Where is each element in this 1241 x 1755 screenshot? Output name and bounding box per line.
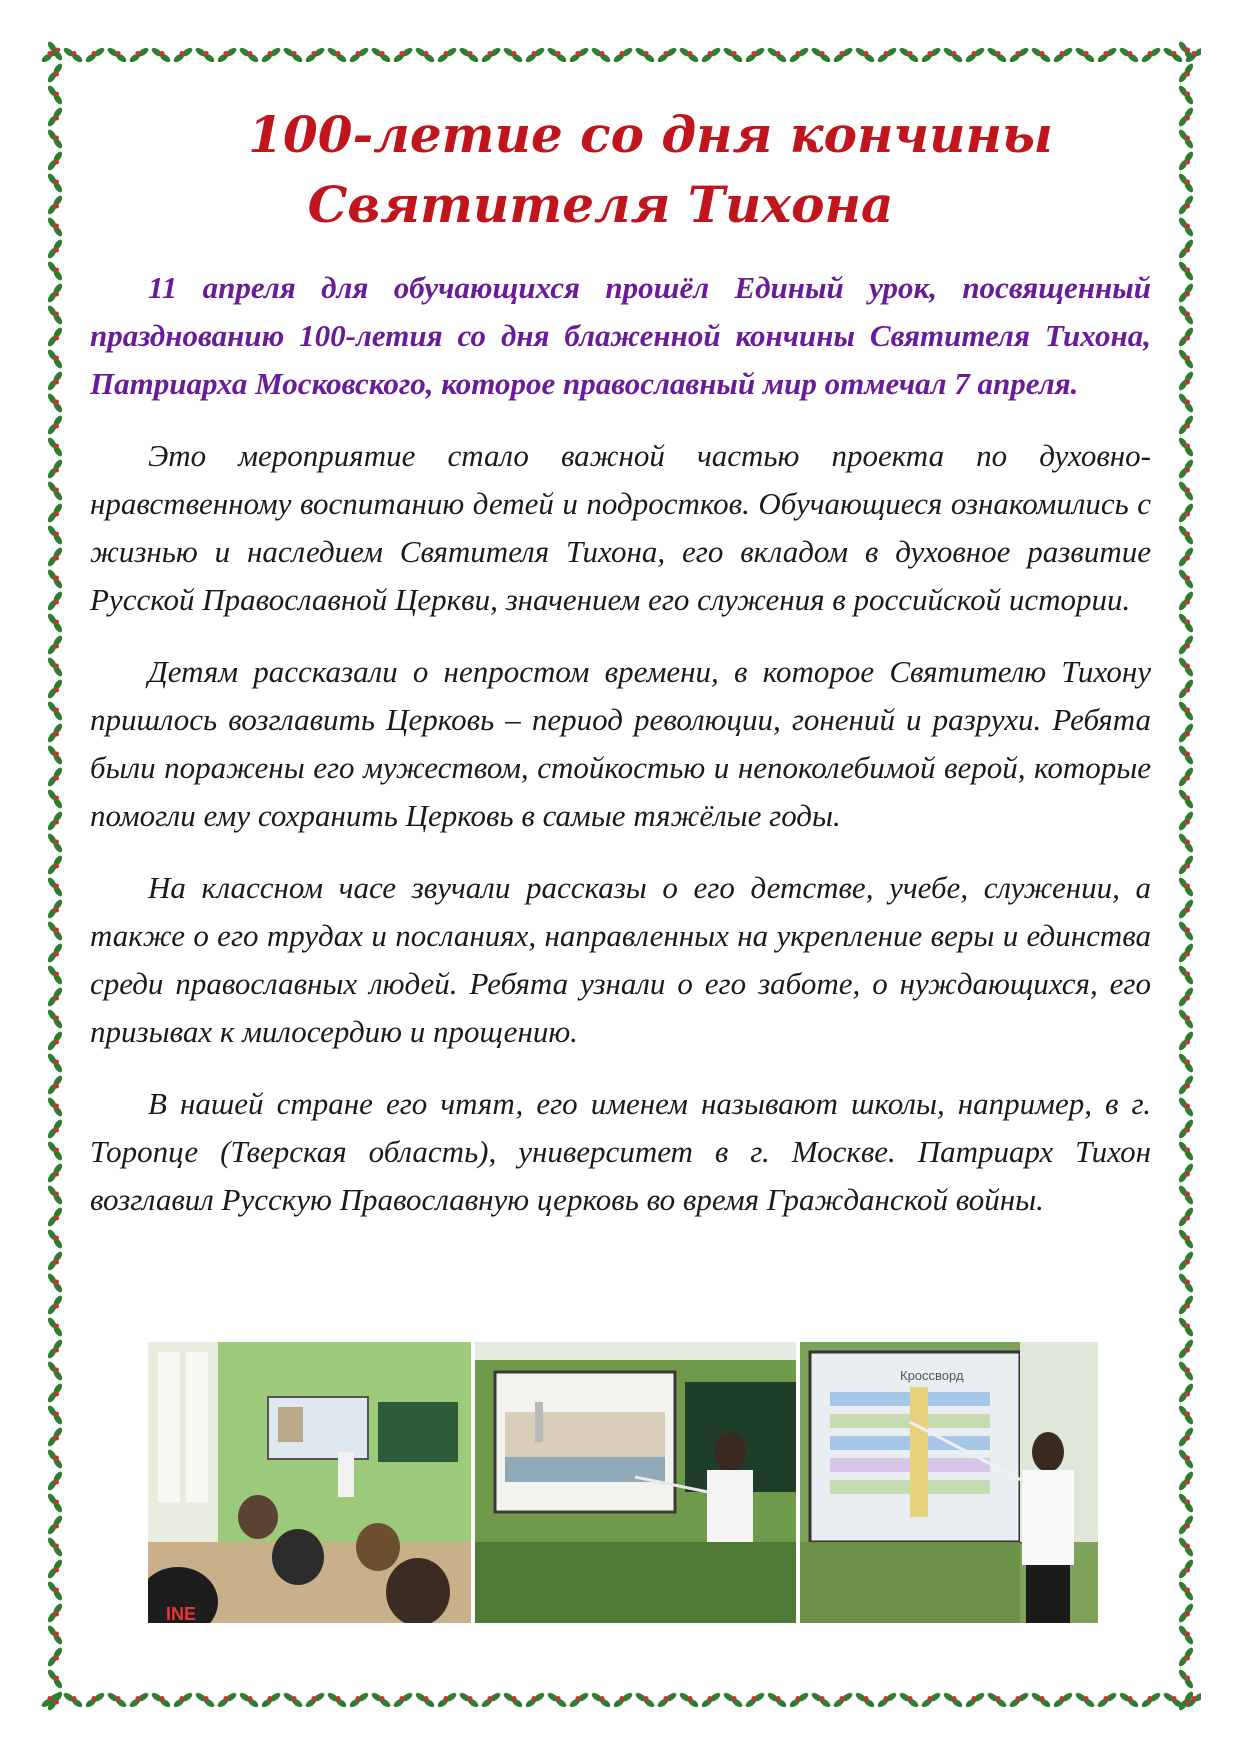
holly-sprig-icon [1177, 238, 1196, 260]
holly-sprig-icon [611, 1690, 633, 1709]
holly-sprig-icon [238, 45, 260, 64]
holly-sprig-icon [194, 1690, 216, 1709]
holly-sprig-icon [1177, 1338, 1196, 1360]
holly-sprig-icon [1177, 1315, 1196, 1337]
holly-sprig-icon [1177, 1426, 1196, 1448]
holly-sprig-icon [1177, 546, 1196, 568]
holly-sprig-icon [1177, 259, 1196, 281]
holly-sprig-icon [46, 1074, 65, 1096]
holly-sprig-icon [347, 45, 369, 64]
holly-sprig-icon [46, 282, 65, 304]
holly-sprig-icon [523, 1690, 545, 1709]
holly-sprig-icon [46, 986, 65, 1008]
holly-sprig-icon [1118, 45, 1140, 64]
holly-sprig-icon [46, 502, 65, 524]
holly-sprig-icon [1177, 1623, 1196, 1645]
holly-sprig-icon [1177, 1118, 1196, 1140]
holly-sprig-icon [1177, 370, 1196, 392]
holly-sprig-icon [238, 1690, 260, 1709]
holly-sprig-icon [46, 699, 65, 721]
holly-sprig-icon [1177, 919, 1196, 941]
holly-sprig-icon [46, 62, 65, 84]
holly-sprig-icon [1177, 502, 1196, 524]
holly-sprig-icon [1177, 678, 1196, 700]
holly-sprig-icon [1051, 45, 1073, 64]
holly-sprig-icon [435, 1690, 457, 1709]
holly-sprig-icon [46, 106, 65, 128]
holly-sprig-icon [370, 1690, 392, 1709]
holly-sprig-icon [1177, 1447, 1196, 1469]
holly-border-right [1171, 40, 1201, 1715]
holly-sprig-icon [46, 1447, 65, 1469]
holly-sprig-icon [150, 1690, 172, 1709]
classroom-photo-2 [475, 1342, 796, 1623]
holly-sprig-icon [1177, 194, 1196, 216]
holly-sprig-icon [831, 1690, 853, 1709]
holly-sprig-icon [1177, 1602, 1196, 1624]
holly-sprig-icon [46, 458, 65, 480]
holly-sprig-icon [347, 1690, 369, 1709]
holly-sprig-icon [546, 45, 568, 64]
holly-sprig-icon [46, 83, 65, 105]
holly-sprig-icon [326, 1690, 348, 1709]
holly-sprig-icon [766, 45, 788, 64]
holly-sprig-icon [391, 45, 413, 64]
holly-sprig-icon [46, 546, 65, 568]
holly-sprig-icon [1177, 1007, 1196, 1029]
holly-sprig-icon [83, 45, 105, 64]
paragraph-3: На классном часе звучали рассказы о его детстве, учебе, служении, а также о его трудах и посланиях, направленных на укрепление веры и единства среди православных людей. Ребята узнали о его заботе, о нуждающихся, его призывах к милосердию и прощению. [90, 870, 1151, 1049]
holly-sprig-icon [1177, 215, 1196, 237]
holly-sprig-icon [46, 1535, 65, 1557]
holly-sprig-icon [46, 590, 65, 612]
holly-sprig-icon [46, 1514, 65, 1536]
holly-sprig-icon [1177, 282, 1196, 304]
holly-sprig-icon [1177, 766, 1196, 788]
holly-sprig-icon [787, 45, 809, 64]
holly-sprig-icon [1177, 523, 1196, 545]
holly-sprig-icon [46, 655, 65, 677]
holly-sprig-icon [414, 45, 436, 64]
holly-sprig-icon [1177, 62, 1196, 84]
holly-sprig-icon [1177, 1514, 1196, 1536]
holly-sprig-icon [46, 810, 65, 832]
holly-sprig-icon [743, 45, 765, 64]
holly-sprig-icon [46, 1139, 65, 1161]
holly-sprig-icon [46, 1403, 65, 1425]
holly-sprig-icon [46, 40, 65, 62]
holly-sprig-icon [46, 1382, 65, 1404]
holly-sprig-icon [1177, 150, 1196, 172]
holly-sprig-icon [46, 347, 65, 369]
holly-sprig-icon [46, 414, 65, 436]
holly-sprig-icon [567, 45, 589, 64]
holly-sprig-icon [127, 1690, 149, 1709]
holly-sprig-icon [46, 1095, 65, 1117]
holly-sprig-icon [46, 435, 65, 457]
holly-sprig-icon [743, 1690, 765, 1709]
holly-sprig-icon [722, 1690, 744, 1709]
holly-sprig-icon [810, 45, 832, 64]
holly-sprig-icon [282, 45, 304, 64]
holly-sprig-icon [1030, 1690, 1052, 1709]
holly-sprig-icon [1139, 1690, 1161, 1709]
holly-sprig-icon [678, 45, 700, 64]
holly-sprig-icon [259, 1690, 281, 1709]
holly-sprig-icon [458, 45, 480, 64]
holly-sprig-icon [1051, 1690, 1073, 1709]
holly-sprig-icon [1095, 1690, 1117, 1709]
holly-sprig-icon [1177, 1535, 1196, 1557]
holly-sprig-icon [1177, 810, 1196, 832]
page-title [90, 100, 1151, 240]
holly-sprig-icon [1177, 942, 1196, 964]
holly-sprig-icon [1177, 1294, 1196, 1316]
holly-sprig-icon [46, 634, 65, 656]
holly-sprig-icon [898, 45, 920, 64]
holly-sprig-icon [1177, 1162, 1196, 1184]
holly-sprig-icon [502, 45, 524, 64]
holly-sprig-icon [1177, 1095, 1196, 1117]
holly-sprig-icon [46, 391, 65, 413]
holly-sprig-icon [46, 259, 65, 281]
holly-border-bottom [40, 1685, 1201, 1715]
holly-sprig-icon [46, 1579, 65, 1601]
holly-sprig-icon [458, 1690, 480, 1709]
holly-sprig-icon [1177, 1271, 1196, 1293]
holly-sprig-icon [370, 45, 392, 64]
title-line-2: Святителя Тихона [307, 175, 894, 234]
holly-sprig-icon [1007, 1690, 1029, 1709]
holly-sprig-icon [46, 1227, 65, 1249]
holly-sprig-icon [127, 45, 149, 64]
holly-sprig-icon [46, 1030, 65, 1052]
holly-sprig-icon [46, 1623, 65, 1645]
holly-sprig-icon [1177, 1470, 1196, 1492]
holly-sprig-icon [1177, 347, 1196, 369]
holly-sprig-icon [1177, 1359, 1196, 1381]
paragraph-4: В нашей стране его чтят, его именем называют школы, например, в г. Торопце (Тверская область), университет в г. Москве. Патриарх Тихон возглавил Русскую Православную церковь во время Гражданской войны. [90, 1086, 1151, 1217]
holly-sprig-icon [46, 1690, 65, 1712]
holly-sprig-icon [1030, 45, 1052, 64]
holly-sprig-icon [46, 766, 65, 788]
holly-sprig-icon [1177, 106, 1196, 128]
holly-sprig-icon [46, 1118, 65, 1140]
holly-sprig-icon [46, 1602, 65, 1624]
holly-sprig-icon [942, 1690, 964, 1709]
holly-sprig-icon [1177, 458, 1196, 480]
holly-sprig-icon [303, 45, 325, 64]
photo-collage [148, 1342, 1098, 1623]
holly-sprig-icon [171, 1690, 193, 1709]
holly-sprig-icon [46, 479, 65, 501]
holly-sprig-icon [590, 45, 612, 64]
holly-sprig-icon [1139, 45, 1161, 64]
holly-sprig-icon [479, 1690, 501, 1709]
holly-sprig-icon [634, 1690, 656, 1709]
holly-sprig-icon [46, 523, 65, 545]
classroom-photo-1 [148, 1342, 471, 1623]
classroom-photo-3 [800, 1342, 1098, 1623]
holly-sprig-icon [963, 1690, 985, 1709]
holly-sprig-icon [46, 567, 65, 589]
holly-sprig-icon [46, 1315, 65, 1337]
holly-sprig-icon [46, 1558, 65, 1580]
holly-sprig-icon [282, 1690, 304, 1709]
holly-sprig-icon [1177, 1667, 1196, 1689]
holly-sprig-icon [1177, 127, 1196, 149]
holly-sprig-icon [46, 1162, 65, 1184]
holly-sprig-icon [875, 45, 897, 64]
holly-border-top [40, 40, 1201, 70]
holly-sprig-icon [46, 1646, 65, 1668]
holly-sprig-icon [678, 1690, 700, 1709]
holly-sprig-icon [502, 1690, 524, 1709]
holly-sprig-icon [46, 150, 65, 172]
holly-sprig-icon [46, 1426, 65, 1448]
holly-sprig-icon [1177, 40, 1196, 62]
holly-sprig-icon [1177, 1491, 1196, 1513]
holly-sprig-icon [1177, 1579, 1196, 1601]
holly-sprig-icon [46, 171, 65, 193]
holly-sprig-icon [1177, 611, 1196, 633]
holly-sprig-icon [567, 1690, 589, 1709]
svg-text:INE: INE [166, 1604, 197, 1623]
holly-sprig-icon [391, 1690, 413, 1709]
holly-sprig-icon [1177, 854, 1196, 876]
holly-sprig-icon [1177, 898, 1196, 920]
holly-sprig-icon [1177, 655, 1196, 677]
holly-sprig-icon [106, 45, 128, 64]
holly-sprig-icon [787, 1690, 809, 1709]
document-body [90, 100, 1151, 1224]
holly-sprig-icon [1177, 171, 1196, 193]
holly-sprig-icon [303, 1690, 325, 1709]
holly-sprig-icon [766, 1690, 788, 1709]
holly-sprig-icon [171, 45, 193, 64]
holly-sprig-icon [215, 1690, 237, 1709]
holly-sprig-icon [46, 678, 65, 700]
holly-sprig-icon [1177, 391, 1196, 413]
holly-sprig-icon [1177, 326, 1196, 348]
holly-sprig-icon [655, 45, 677, 64]
holly-sprig-icon [1177, 634, 1196, 656]
holly-sprig-icon [46, 787, 65, 809]
lead-paragraph: 11 апреля для обучающихся прошёл Единый урок, посвященный празднованию 100-летия со дня блаженной кончины Святителя Тихона, Патриарха Московского, которое православный мир отмечал 7 апреля. [90, 270, 1151, 401]
holly-sprig-icon [1177, 743, 1196, 765]
holly-sprig-icon [1177, 1227, 1196, 1249]
holly-sprig-icon [1177, 435, 1196, 457]
holly-sprig-icon [46, 326, 65, 348]
holly-sprig-icon [150, 45, 172, 64]
holly-sprig-icon [1118, 1690, 1140, 1709]
holly-sprig-icon [46, 370, 65, 392]
holly-sprig-icon [942, 45, 964, 64]
holly-sprig-icon [46, 942, 65, 964]
holly-sprig-icon [523, 45, 545, 64]
holly-sprig-icon [831, 45, 853, 64]
holly-sprig-icon [1007, 45, 1029, 64]
holly-sprig-icon [46, 194, 65, 216]
holly-sprig-icon [46, 611, 65, 633]
holly-sprig-icon [1177, 787, 1196, 809]
holly-sprig-icon [919, 1690, 941, 1709]
holly-sprig-icon [46, 1271, 65, 1293]
paragraph-1: Это мероприятие стало важной частью проекта по духовно-нравственному воспитанию детей и подростков. Обучающиеся ознакомились с жизнью и наследием Святителя Тихона, его вкладом в духовное развитие Русской Православной Церкви, значением его служения в российской истории. [90, 438, 1151, 617]
holly-sprig-icon [1177, 875, 1196, 897]
holly-sprig-icon [479, 45, 501, 64]
holly-sprig-icon [46, 1470, 65, 1492]
holly-sprig-icon [854, 45, 876, 64]
holly-sprig-icon [1177, 1139, 1196, 1161]
holly-sprig-icon [46, 743, 65, 765]
holly-sprig-icon [986, 1690, 1008, 1709]
holly-sprig-icon [1177, 831, 1196, 853]
holly-sprig-icon [611, 45, 633, 64]
holly-sprig-icon [46, 963, 65, 985]
holly-sprig-icon [919, 45, 941, 64]
holly-sprig-icon [1177, 1030, 1196, 1052]
holly-sprig-icon [106, 1690, 128, 1709]
holly-sprig-icon [1177, 1051, 1196, 1073]
holly-sprig-icon [854, 1690, 876, 1709]
holly-sprig-icon [83, 1690, 105, 1709]
holly-sprig-icon [1177, 1403, 1196, 1425]
holly-sprig-icon [46, 831, 65, 853]
holly-sprig-icon [46, 1338, 65, 1360]
holly-sprig-icon [1177, 1690, 1196, 1712]
holly-sprig-icon [699, 45, 721, 64]
holly-sprig-icon [215, 45, 237, 64]
title-line-1: 100-летие со дня кончины [248, 105, 1053, 164]
holly-sprig-icon [655, 1690, 677, 1709]
holly-sprig-icon [46, 1667, 65, 1689]
holly-sprig-icon [326, 45, 348, 64]
holly-sprig-icon [46, 1051, 65, 1073]
holly-sprig-icon [46, 722, 65, 744]
holly-sprig-icon [46, 1183, 65, 1205]
holly-sprig-icon [1177, 986, 1196, 1008]
holly-sprig-icon [435, 45, 457, 64]
holly-sprig-icon [259, 45, 281, 64]
holly-sprig-icon [46, 919, 65, 941]
holly-sprig-icon [46, 1294, 65, 1316]
holly-sprig-icon [1177, 1206, 1196, 1228]
holly-sprig-icon [1177, 963, 1196, 985]
holly-sprig-icon [1177, 1558, 1196, 1580]
holly-sprig-icon [1177, 699, 1196, 721]
holly-sprig-icon [46, 127, 65, 149]
holly-sprig-icon [1177, 1183, 1196, 1205]
holly-sprig-icon [46, 1206, 65, 1228]
holly-sprig-icon [1177, 1250, 1196, 1272]
holly-sprig-icon [414, 1690, 436, 1709]
holly-sprig-icon [1177, 1646, 1196, 1668]
holly-sprig-icon [546, 1690, 568, 1709]
holly-sprig-icon [46, 1359, 65, 1381]
holly-sprig-icon [1074, 45, 1096, 64]
holly-sprig-icon [1177, 83, 1196, 105]
holly-sprig-icon [46, 303, 65, 325]
holly-sprig-icon [875, 1690, 897, 1709]
holly-border-left [40, 40, 70, 1715]
holly-sprig-icon [46, 238, 65, 260]
holly-sprig-icon [722, 45, 744, 64]
holly-sprig-icon [1177, 414, 1196, 436]
holly-sprig-icon [194, 45, 216, 64]
holly-sprig-icon [46, 854, 65, 876]
holly-sprig-icon [46, 1250, 65, 1272]
holly-sprig-icon [986, 45, 1008, 64]
holly-sprig-icon [1177, 479, 1196, 501]
paragraph-2: Детям рассказали о непростом времени, в которое Святителю Тихону пришлось возглавить Церковь – период революции, гонений и разрухи. Ребята были поражены его мужеством, стойкостью и непоколебимой верой, которые помогли ему сохранить Церковь в самые тяжёлые годы. [90, 654, 1151, 833]
holly-sprig-icon [46, 1491, 65, 1513]
holly-sprig-icon [1177, 590, 1196, 612]
holly-sprig-icon [1177, 1382, 1196, 1404]
holly-sprig-icon [1177, 567, 1196, 589]
holly-sprig-icon [46, 1007, 65, 1029]
holly-sprig-icon [1177, 303, 1196, 325]
holly-sprig-icon [1095, 45, 1117, 64]
holly-sprig-icon [590, 1690, 612, 1709]
holly-sprig-icon [1074, 1690, 1096, 1709]
holly-sprig-icon [898, 1690, 920, 1709]
holly-sprig-icon [46, 875, 65, 897]
holly-sprig-icon [963, 45, 985, 64]
holly-sprig-icon [46, 898, 65, 920]
holly-sprig-icon [810, 1690, 832, 1709]
crossword-title: Кроссворд [900, 1368, 964, 1383]
holly-sprig-icon [1177, 1074, 1196, 1096]
holly-sprig-icon [634, 45, 656, 64]
holly-sprig-icon [46, 215, 65, 237]
holly-sprig-icon [1177, 722, 1196, 744]
holly-sprig-icon [699, 1690, 721, 1709]
